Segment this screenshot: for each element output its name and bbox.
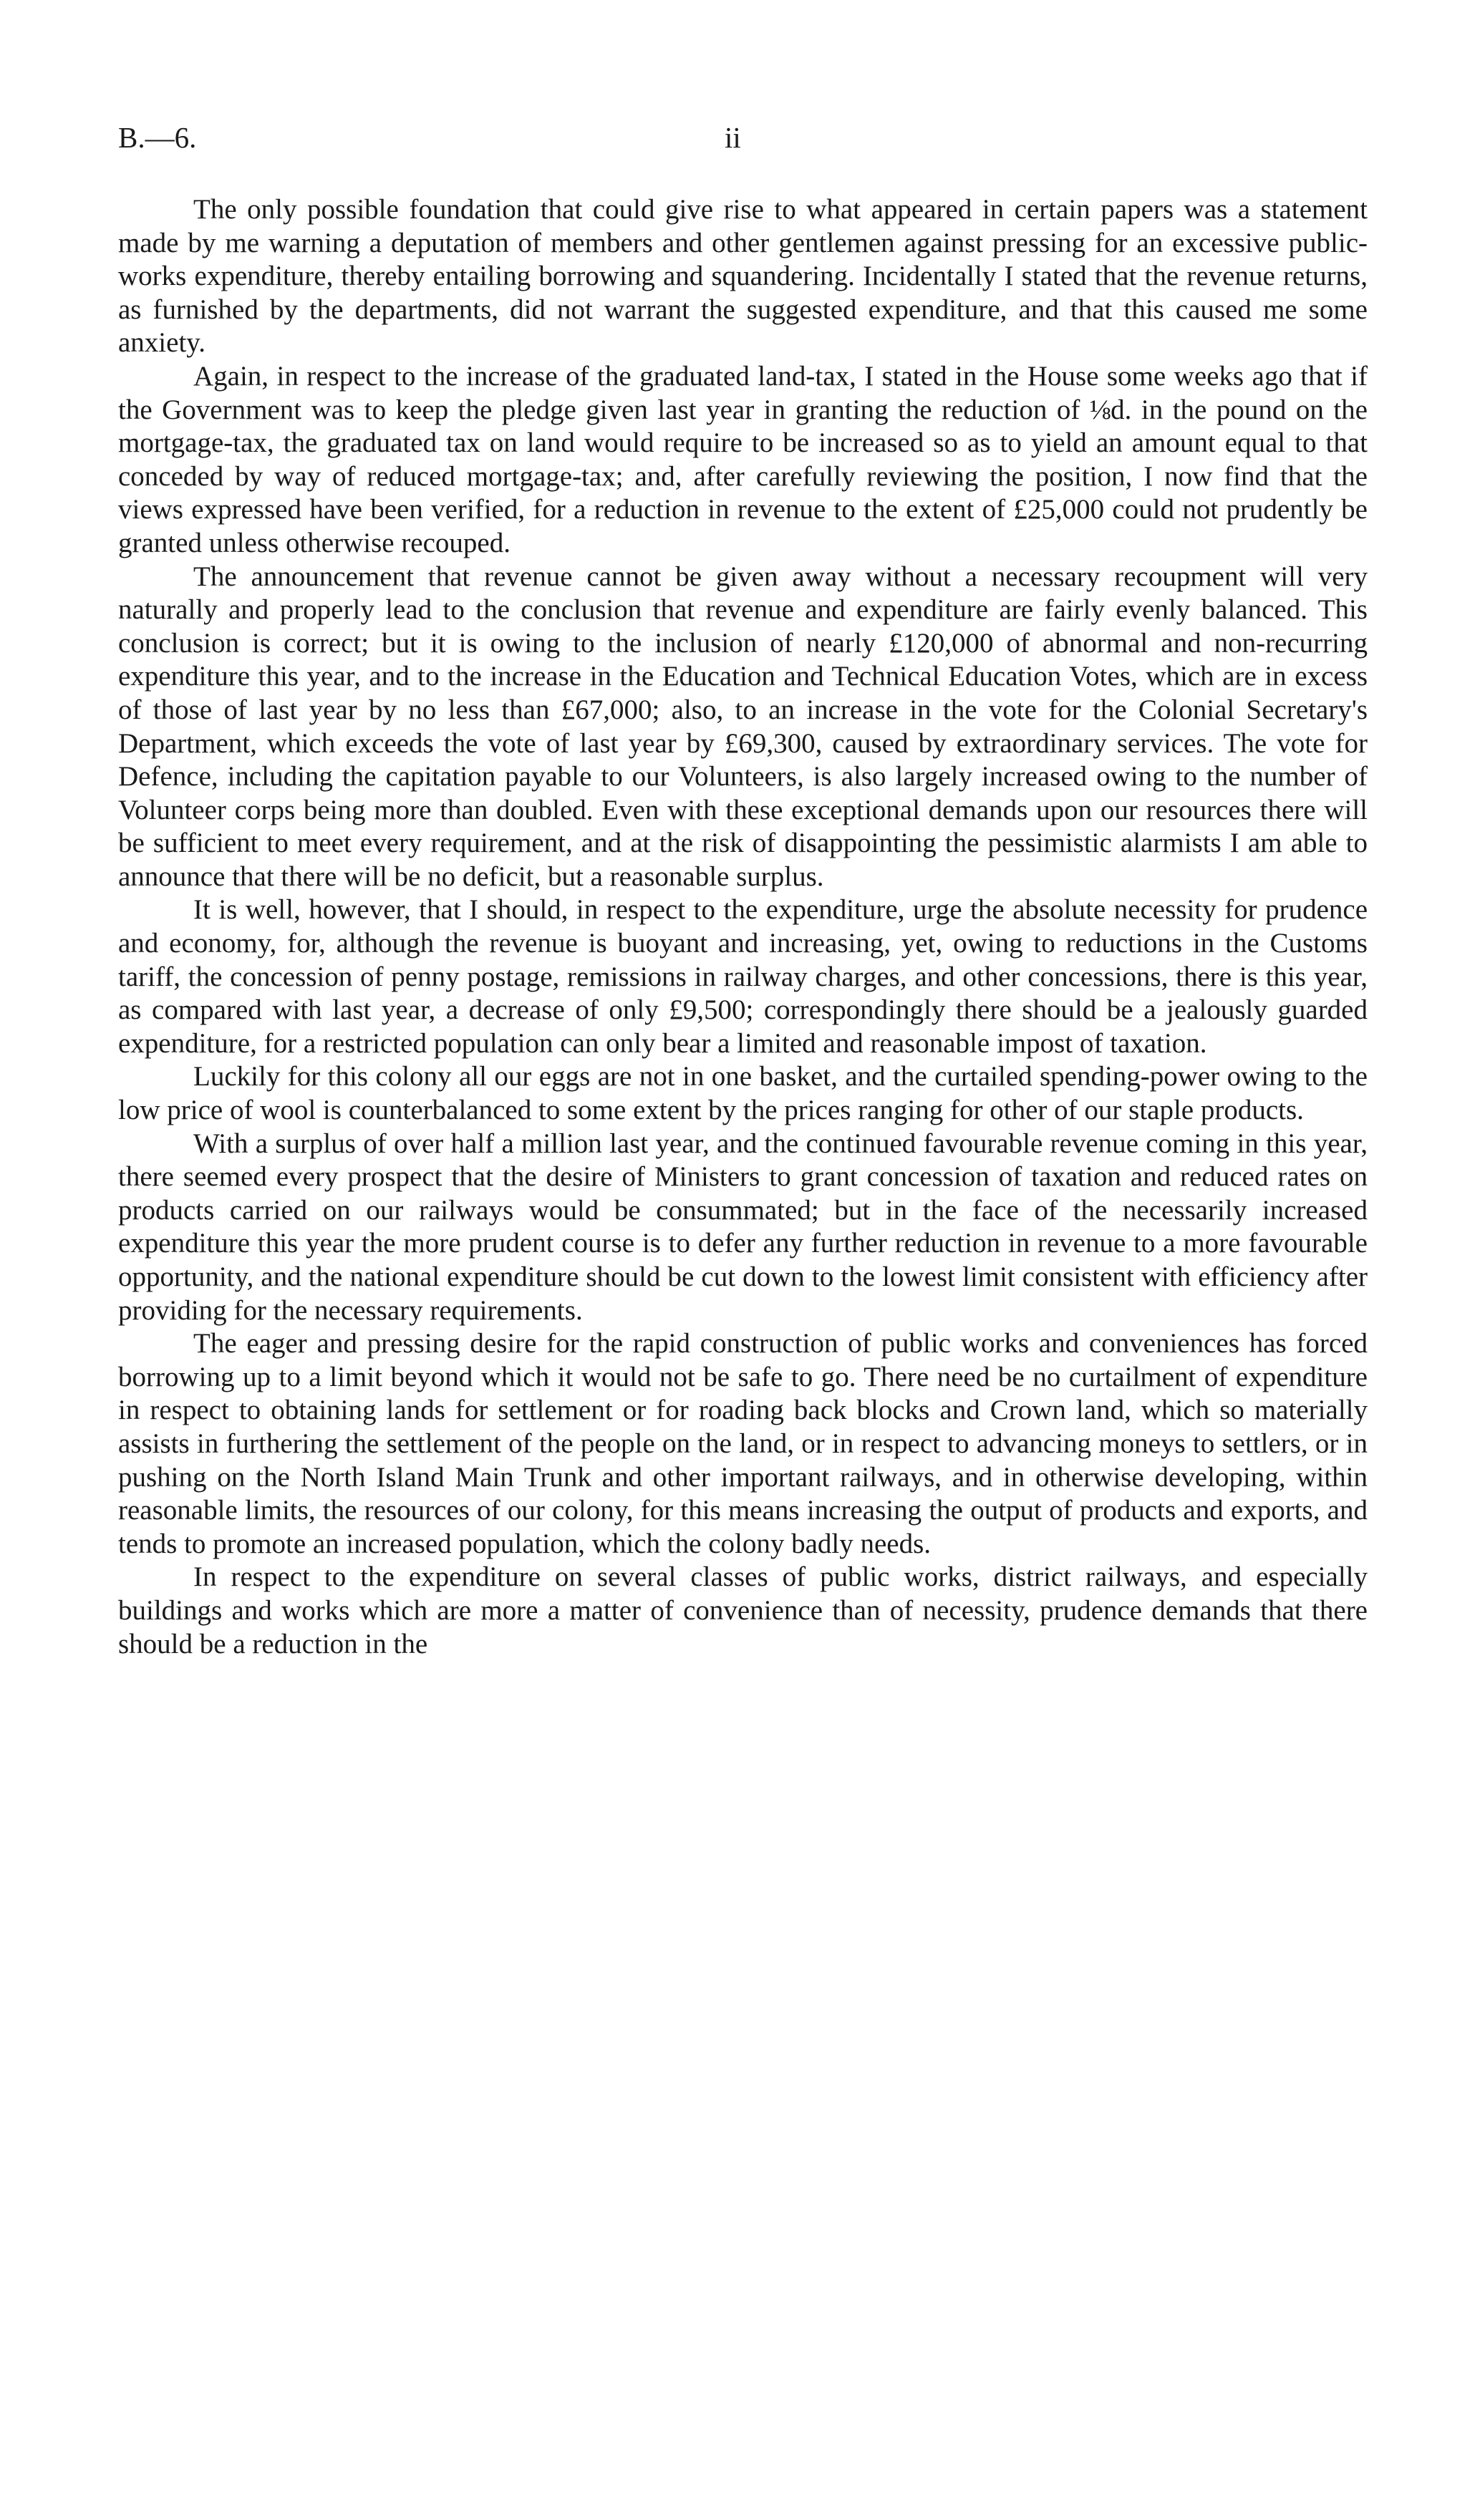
page-number: ii: [725, 121, 741, 154]
paragraph: The announcement that revenue cannot be given away without a necessary recoupment will very naturally and properly lead to the conclusion that revenue and expenditure are fairly evenly balanced. This conclusion is correct; but it is owing to the inclusion of nearly £120,000 of abnormal and non-recurring expenditure this year, and to the increase in the Education and Technical Education Votes, which are in excess of those of last year by no less than £67,000; also, to an increase in the vote for the Colonial Secretary's Department, which exceeds the vote of last year by £69,300, caused by extraordinary services. The vote for Defence, including the capitation payable to our Volunteers, is also largely increased owing to the number of Volunteer corps being more than doubled. Even with these exceptional demands upon our resources there will be sufficient to meet every requirement, and at the risk of disappointing the pessimistic alarmists I am able to announce that there will be no deficit, but a reasonable surplus.: [118, 561, 1368, 892]
paragraph: Luckily for this colony all our eggs are not in one basket, and the curtailed spending-power owing to the low price of wool is counterbalanced to some extent by the prices ranging for other of our staple products.: [118, 1061, 1368, 1126]
document-reference: B.—6.: [118, 121, 197, 154]
paragraph: In respect to the expenditure on several classes of public works, district railways, and especially buildings and works which are more a matter of convenience than of necessity, prudence demands that there should be a reduction in the: [118, 1561, 1368, 1659]
body-text: [118, 193, 1368, 1661]
paragraph: With a surplus of over half a million last year, and the continued favourable revenue coming in this year, there seemed every prospect that the desire of Ministers to grant concession of taxation and reduced rates on products carried on our railways would be consummated; but in the face of the necessarily increased expenditure this year the more prudent course is to defer any further reduction in revenue to a more favourable opportunity, and the national expenditure should be cut down to the lowest limit consistent with efficiency after providing for the necessary requirements.: [118, 1128, 1368, 1326]
paragraph: The eager and pressing desire for the rapid construction of public works and conveniences has forced borrowing up to a limit beyond which it would not be safe to go. There need be no curtailment of expenditure in respect to obtaining lands for settlement or for roading back blocks and Crown land, which so materially assists in furthering the settlement of the people on the land, or in respect to advancing moneys to settlers, or in pushing on the North Island Main Trunk and other important railways, and in otherwise developing, within reasonable limits, the resources of our colony, for this means increasing the output of products and exports, and tends to promote an increased population, which the colony badly needs.: [118, 1328, 1368, 1559]
paragraph: It is well, however, that I should, in respect to the expenditure, urge the absolute necessity for prudence and economy, for, although the revenue is buoyant and increasing, yet, owing to reductions in the Customs tariff, the concession of penny postage, remissions in railway charges, and other concessions, there is this year, as compared with last year, a decrease of only £9,500; correspondingly there should be a jealously guarded expenditure, for a restricted population can only bear a limited and reasonable impost of taxation.: [118, 894, 1368, 1059]
paragraph: Again, in respect to the increase of the graduated land-tax, I stated in the House some weeks ago that if the Government was to keep the pledge given last year in granting the reduction of ⅛d. in the pound on the mortgage-tax, the graduated tax on land would require to be increased so as to yield an amount equal to that conceded by way of reduced mortgage-tax; and, after carefully reviewing the position, I now find that the views expressed have been verified, for a reduction in revenue to the extent of £25,000 could not prudently be granted unless otherwise recouped.: [118, 360, 1368, 558]
page-header: [118, 120, 1368, 163]
paragraph: The only possible foundation that could give rise to what appeared in certain papers was a statement made by me warning a deputation of members and other gentlemen against pressing for an excessive public-works expenditure, thereby entailing borrowing and squandering. Incidentally I stated that the revenue returns, as furnished by the departments, did not warrant the suggested expenditure, and that this caused me some anxiety.: [118, 194, 1368, 359]
